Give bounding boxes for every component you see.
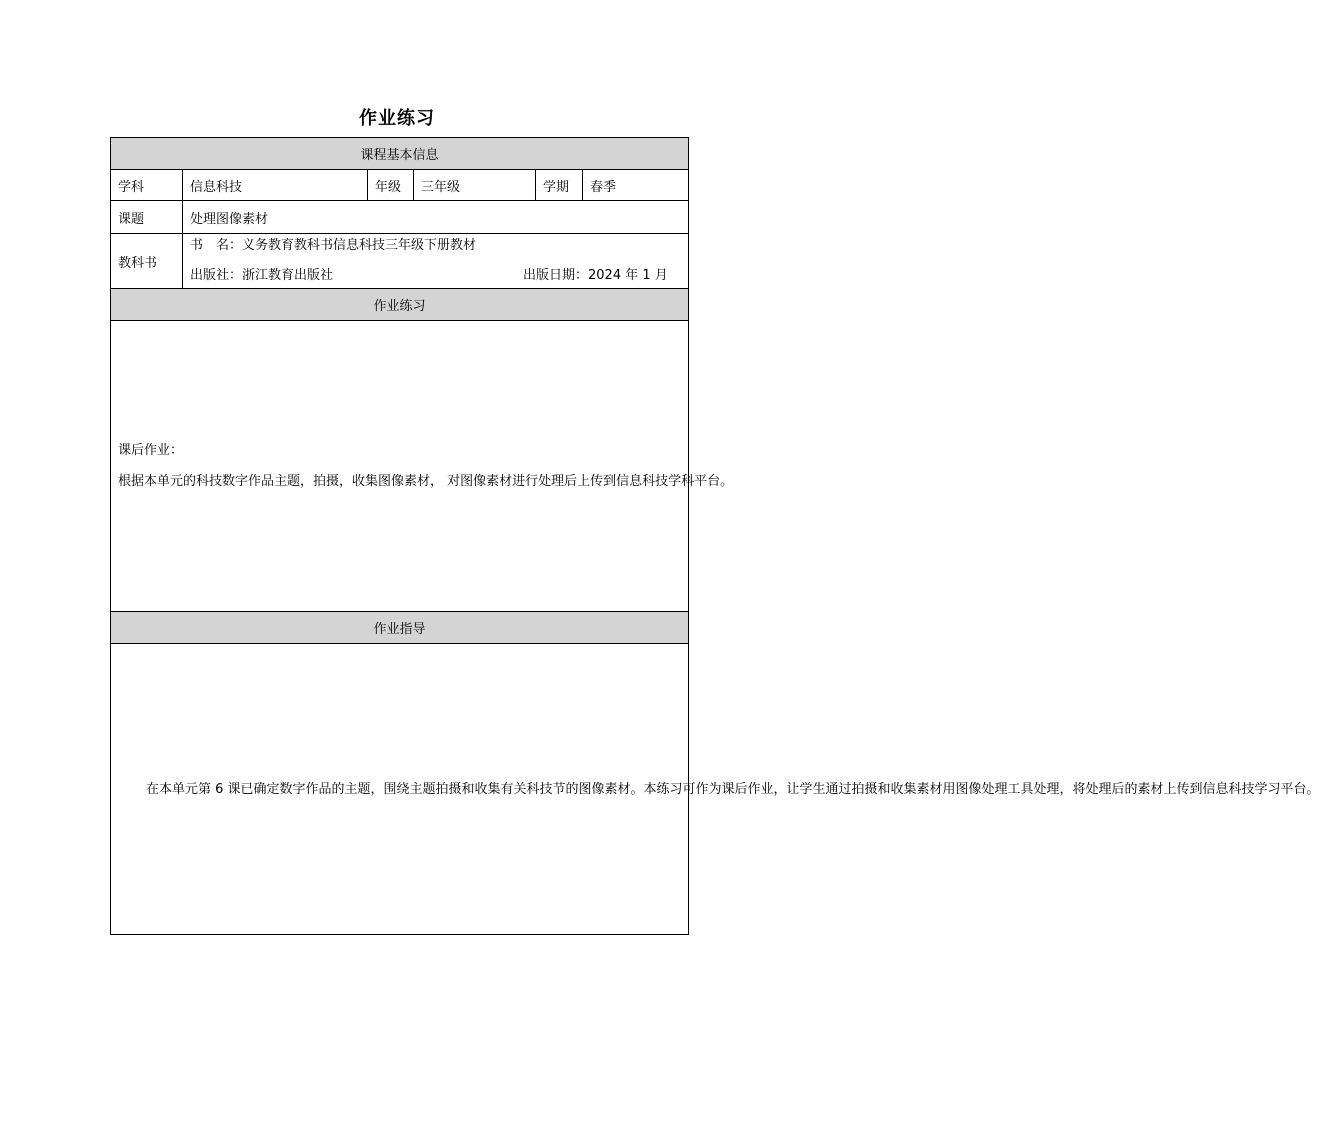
term-label: 学期: [536, 170, 583, 201]
exercise-header-row: [111, 289, 689, 321]
term-value: 春季: [583, 170, 689, 201]
topic-value: 处理图像素材: [183, 201, 689, 234]
guidance-content: 在本单元第 6 课已确定数字作品的主题，围绕主题拍摄和收集有关科技节的图像素材。本练习可作为课后作业，让学生通过拍摄和收集素材用图像处理工具处理，将处理后的素材上传到信息科技学习平台。: [146, 781, 1320, 797]
subject-value: 信息科技: [183, 170, 368, 201]
textbook-label: 教科书: [111, 234, 183, 289]
course-info-heading: 课程基本信息: [111, 138, 689, 170]
course-info-row: [111, 170, 689, 201]
textbook-row: [111, 234, 689, 289]
guidance-header-row: [111, 612, 689, 644]
exercise-body: [111, 321, 734, 612]
topic-label: 课题: [111, 201, 183, 234]
exercise-content: 根据本单元的科技数字作品主题，拍摄，收集图像素材， 对图像素材进行处理后上传到信息科技学科平台。: [118, 474, 734, 489]
guidance-heading: 作业指导: [111, 612, 689, 644]
page-title: 作业练习: [359, 108, 435, 129]
textbook-info: [183, 234, 689, 289]
exercise-intro: 课后作业：: [118, 443, 184, 458]
topic-row: [111, 201, 689, 234]
homework-table: [110, 137, 1320, 935]
guidance-body: [111, 644, 1320, 935]
grade-value: 三年级: [414, 170, 536, 201]
guidance-body-row: [111, 644, 689, 935]
subject-label: 学科: [111, 170, 183, 201]
publication-date: 出版日期：2024 年 1 月: [523, 268, 668, 283]
publisher-line: [190, 268, 681, 284]
course-info-header-row: [111, 138, 689, 170]
exercise-heading: 作业练习: [111, 289, 689, 321]
publisher: 出版社：浙江教育出版社: [190, 268, 334, 283]
exercise-body-row: [111, 321, 689, 612]
grade-label: 年级: [368, 170, 414, 201]
book-name: 书 名：义务教育教科书信息科技三年级下册教材: [190, 238, 477, 253]
